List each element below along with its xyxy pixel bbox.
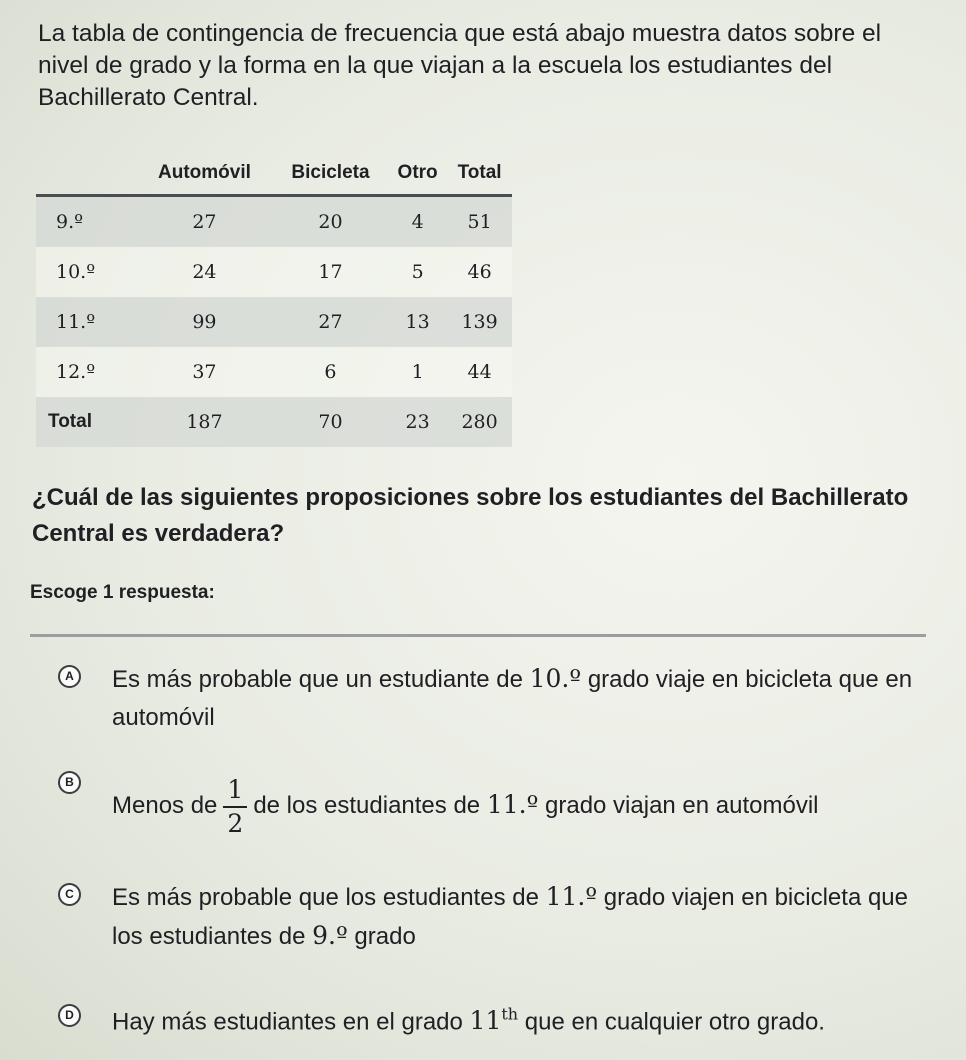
- table-cell: 27: [136, 196, 273, 248]
- instruction-text: Escoge 1 respuesta:: [30, 582, 215, 603]
- option-d-math: [470, 1006, 519, 1035]
- table-row: [36, 247, 512, 297]
- option-b-text: [112, 766, 819, 845]
- row-label: 12.º: [36, 347, 136, 397]
- option-c-pre: Es más probable que los estudiantes de: [112, 884, 539, 911]
- option-b-post: grado viajan en automóvil: [545, 792, 819, 819]
- option-a-post: grado viaje en bicicleta que en automóvil: [112, 666, 913, 731]
- radio-d[interactable]: D: [58, 1004, 81, 1027]
- table-cell: 187: [136, 397, 273, 447]
- option-a[interactable]: [58, 660, 938, 736]
- option-d-math-sup: th: [501, 1005, 519, 1024]
- table-cell: 17: [273, 247, 388, 297]
- table-cell: 99: [136, 297, 273, 347]
- table-header-total: Total: [447, 152, 512, 196]
- option-d-math-base: 11: [469, 1006, 502, 1036]
- fraction-numerator: 1: [223, 774, 247, 808]
- option-d-text: [112, 996, 942, 1041]
- table-header-row: [36, 152, 512, 196]
- row-label: 10.º: [36, 247, 136, 297]
- table-cell: 24: [136, 247, 273, 297]
- option-b-pre: Menos de: [112, 792, 218, 819]
- table-cell: 280: [447, 397, 512, 447]
- option-d-pre: Hay más estudiantes en el grado: [112, 1008, 463, 1036]
- table-header-bicicleta: Bicicleta: [273, 152, 388, 196]
- table-cell: 13: [388, 297, 447, 347]
- option-b-mid: de los estudiantes de: [253, 792, 481, 819]
- table-header-automovil: Automóvil: [136, 152, 273, 196]
- option-c[interactable]: [58, 878, 938, 958]
- table-total-row: [36, 397, 512, 447]
- option-a-pre: Es más probable que un estudiante de: [112, 666, 523, 693]
- row-label: 11.º: [36, 297, 136, 347]
- table-cell: 23: [388, 397, 447, 447]
- contingency-table: [36, 152, 512, 447]
- option-c-mid: grado viajen en bicicleta que los estudiantes de: [112, 884, 909, 950]
- table-header-otro: Otro: [388, 152, 447, 196]
- option-a-text: [112, 660, 938, 737]
- intro-text: La tabla de contingencia de frecuencia que está abajo muestra datos sobre el nivel de grado y la forma en la que viajan a la escuela los estudiantes del Bachillerato Central.: [38, 20, 882, 111]
- table-header-empty: [36, 152, 136, 196]
- divider: [30, 634, 926, 637]
- table-cell: 1: [388, 347, 447, 397]
- radio-c[interactable]: C: [58, 883, 81, 906]
- table-row: [36, 347, 512, 397]
- option-d[interactable]: [58, 996, 938, 1040]
- table-row: [36, 297, 512, 347]
- table-cell: 139: [447, 297, 512, 347]
- table-cell: 27: [273, 297, 388, 347]
- table-cell: 20: [273, 196, 388, 248]
- row-label: 9.º: [36, 196, 136, 248]
- option-c-math: 11.º: [545, 882, 598, 911]
- table-cell: 44: [447, 347, 512, 397]
- table-cell: 6: [273, 347, 388, 397]
- radio-b[interactable]: B: [58, 771, 81, 794]
- table-row: [36, 196, 512, 248]
- option-a-math: 10.º: [529, 664, 582, 693]
- option-b-math: 11.º: [486, 790, 539, 819]
- question-text: ¿Cuál de las siguientes proposiciones sobre los estudiantes del Bachillerato Central es verdadera?: [32, 484, 909, 547]
- table-cell: 46: [447, 247, 512, 297]
- table-cell: 70: [273, 397, 388, 447]
- option-d-post: que en cualquier otro grado.: [524, 1008, 825, 1036]
- radio-a[interactable]: A: [58, 665, 81, 688]
- table-cell: 4: [388, 196, 447, 248]
- option-b[interactable]: [58, 766, 938, 848]
- option-c-text: [112, 878, 932, 956]
- option-c-math2: 9.º: [312, 921, 348, 950]
- fraction-denominator: 2: [227, 808, 244, 838]
- row-label-total: Total: [36, 397, 136, 447]
- option-c-post: grado: [354, 923, 416, 950]
- table-cell: 51: [447, 196, 512, 248]
- table-cell: 5: [388, 247, 447, 297]
- table-cell: 37: [136, 347, 273, 397]
- fraction-one-half: [223, 774, 247, 840]
